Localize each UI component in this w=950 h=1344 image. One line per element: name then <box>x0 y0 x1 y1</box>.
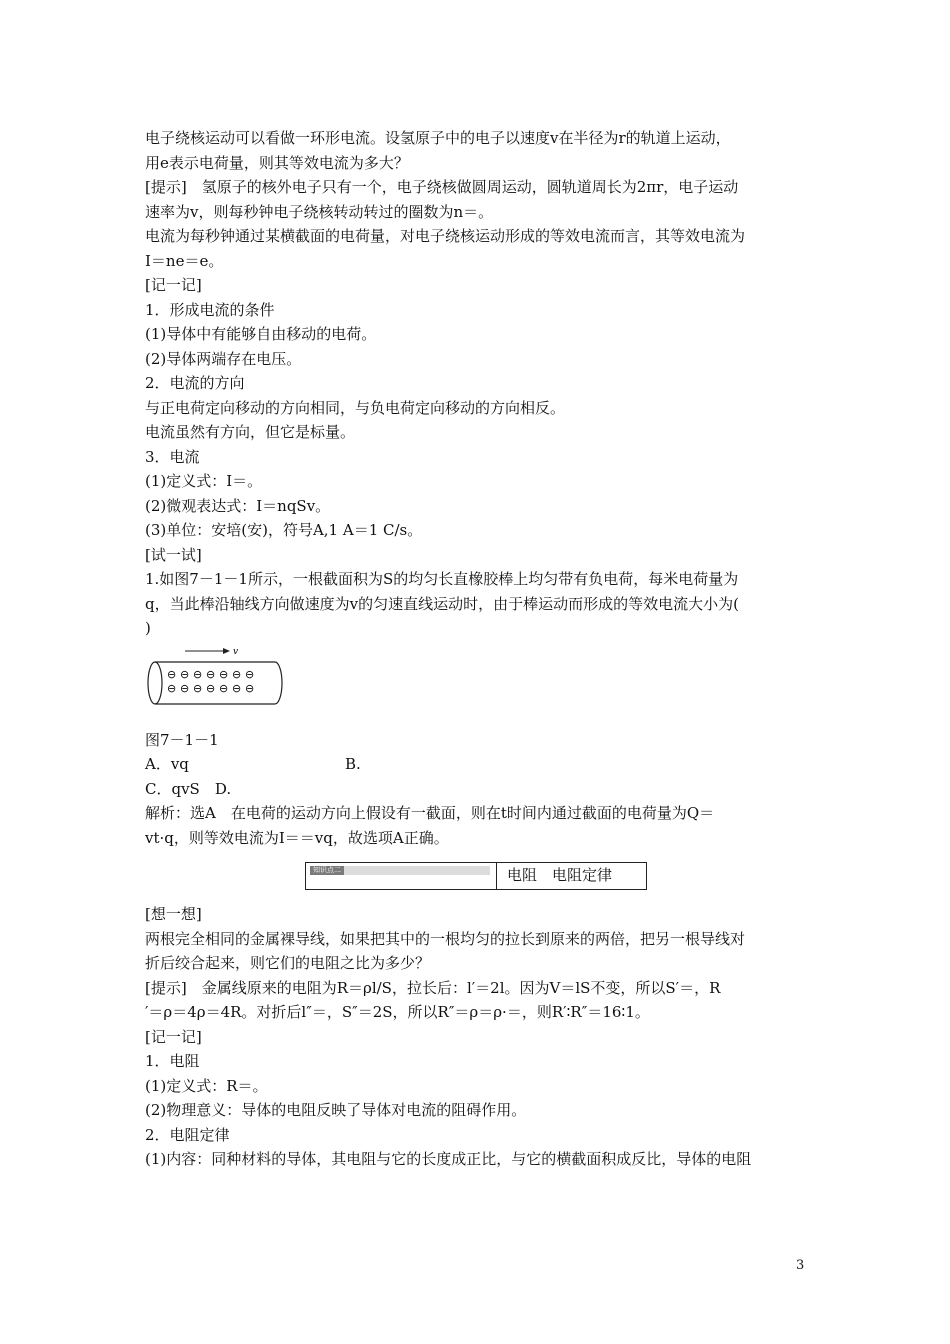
negative-charge-symbol: ⊖ <box>206 681 216 695</box>
negative-charge-symbol: ⊖ <box>167 667 177 681</box>
option-a: A．vq <box>145 755 189 773</box>
text-block-answer <box>145 801 815 850</box>
negative-charges <box>167 668 254 695</box>
negative-charge-symbol: ⊖ <box>167 681 177 695</box>
negative-charge-symbol: ⊖ <box>180 681 190 695</box>
figure-charged-rod <box>145 644 285 716</box>
text-line: 与正电荷定向移动的方向相同，与负电荷定向移动的方向相反。 <box>145 398 566 417</box>
text-line: 电子绕核运动可以看做一环形电流。设氢原子中的电子以速度v在半径为r的轨道上运动， <box>145 129 731 147</box>
text-line: [提示] 氢原子的核外电子只有一个，电子绕核做圆周运动，圆轨道周长为2πr，电子运动 <box>145 178 739 196</box>
text-line: (1)导体中有能够自由移动的电荷。 <box>145 325 377 343</box>
text-line: 1.如图7－1－1所示，一根截面积为S的均匀长直橡胶棒上均匀带有负电荷，每米电荷量为 <box>145 570 739 588</box>
text-line: (1)定义式：I＝。 <box>145 472 263 490</box>
negative-charge-symbol: ⊖ <box>180 667 190 681</box>
text-line: 3．电流 <box>145 447 200 466</box>
text-line: 速率为v，则每秒钟电子绕核转动转过的圈数为n＝。 <box>145 202 494 221</box>
section-title: 电阻 电阻定律 <box>507 866 613 884</box>
velocity-label: v <box>233 646 239 657</box>
text-line: 折后绞合起来，则它们的电阻之比为多少？ <box>145 954 431 972</box>
text-line: [记一记] <box>145 276 202 294</box>
text-block-bottom <box>145 902 815 1172</box>
page-content <box>145 126 815 1172</box>
negative-charge-symbol: ⊖ <box>245 667 255 681</box>
text-line: 2．电流的方向 <box>145 374 245 392</box>
negative-charge-symbol: ⊖ <box>206 667 216 681</box>
answer-line: 解析：选A 在电荷的运动方向上假设有一截面，则在t时间内通过截面的电荷量为Q＝ <box>145 804 715 822</box>
section-badge-text: 知识点二 <box>310 866 344 875</box>
text-line: I＝ne＝e。 <box>145 251 224 270</box>
text-line: q，当此棒沿轴线方向做速度为v的匀速直线运动时，由于棒运动而形成的等效电流大小为( <box>145 594 739 613</box>
rod-end-cap <box>148 662 162 704</box>
option-b: B. <box>345 755 361 773</box>
negative-charge-symbol: ⊖ <box>219 681 229 695</box>
text-line: 1．形成电流的条件 <box>145 300 275 319</box>
section-badge <box>310 866 490 875</box>
negative-charge-symbol: ⊖ <box>193 681 203 695</box>
text-line: 电流虽然有方向，但它是标量。 <box>145 423 356 441</box>
text-line: (3)单位：安培(安)，符号A,1 A＝1 C/s。 <box>145 521 423 539</box>
text-line: (2)微观表达式：I＝nqSv。 <box>145 496 331 515</box>
negative-charge-symbol: ⊖ <box>219 667 229 681</box>
text-line: (1)内容：同种材料的导体，其电阻与它的长度成正比，与它的横截面积成反比，导体的电阻 <box>145 1150 752 1168</box>
text-line: (2)物理意义：导体的电阻反映了导体对电流的阻碍作用。 <box>145 1101 527 1119</box>
figure-caption: 图7－1－1 <box>145 730 219 749</box>
negative-charge-symbol: ⊖ <box>245 681 255 695</box>
options-row-cd <box>145 777 815 802</box>
text-line: (1)定义式：R＝。 <box>145 1076 268 1095</box>
text-line: [提示] 金属线原来的电阻为R＝ρl/S，拉长后：l′＝2l。因为V＝lS不变，所以S′＝，R <box>145 978 721 997</box>
text-line: 用e表示电荷量，则其等效电流为多大？ <box>145 153 409 172</box>
text-line: [想一想] <box>145 905 202 923</box>
page-number: 3 <box>796 1258 805 1273</box>
text-line: [记一记] <box>145 1027 202 1046</box>
answer-line: vt·q，则等效电流为I＝＝vq，故选项A正确。 <box>145 828 449 847</box>
section-badge-cell <box>306 863 497 889</box>
velocity-arrowhead <box>223 648 230 654</box>
text-line: 2．电阻定律 <box>145 1125 230 1144</box>
text-line: [试一试] <box>145 545 202 564</box>
text-line: (2)导体两端存在电压。 <box>145 349 302 368</box>
text-line: 1．电阻 <box>145 1052 200 1070</box>
negative-charge-symbol: ⊖ <box>232 667 242 681</box>
text-block-top <box>145 126 815 641</box>
text-line: ) <box>145 619 151 637</box>
option-cd: C．qvS D. <box>145 779 232 798</box>
section-header <box>305 862 647 890</box>
text-line: ′＝ρ＝4ρ＝4R。对折后l″＝，S″＝2S，所以R″＝ρ＝ρ·＝，则R′∶R″＝16∶1。 <box>145 1003 650 1021</box>
text-line: 两根完全相同的金属裸导线，如果把其中的一根均匀的拉长到原来的两倍，把另一根导线对 <box>145 929 746 948</box>
text-line: 电流为每秒钟通过某横截面的电荷量，对电子绕核运动形成的等效电流而言，其等效电流为 <box>145 227 746 245</box>
negative-charge-symbol: ⊖ <box>232 681 242 695</box>
negative-charge-symbol: ⊖ <box>193 667 203 681</box>
options-row-ab <box>145 752 815 777</box>
charged-rod-diagram <box>145 644 285 716</box>
